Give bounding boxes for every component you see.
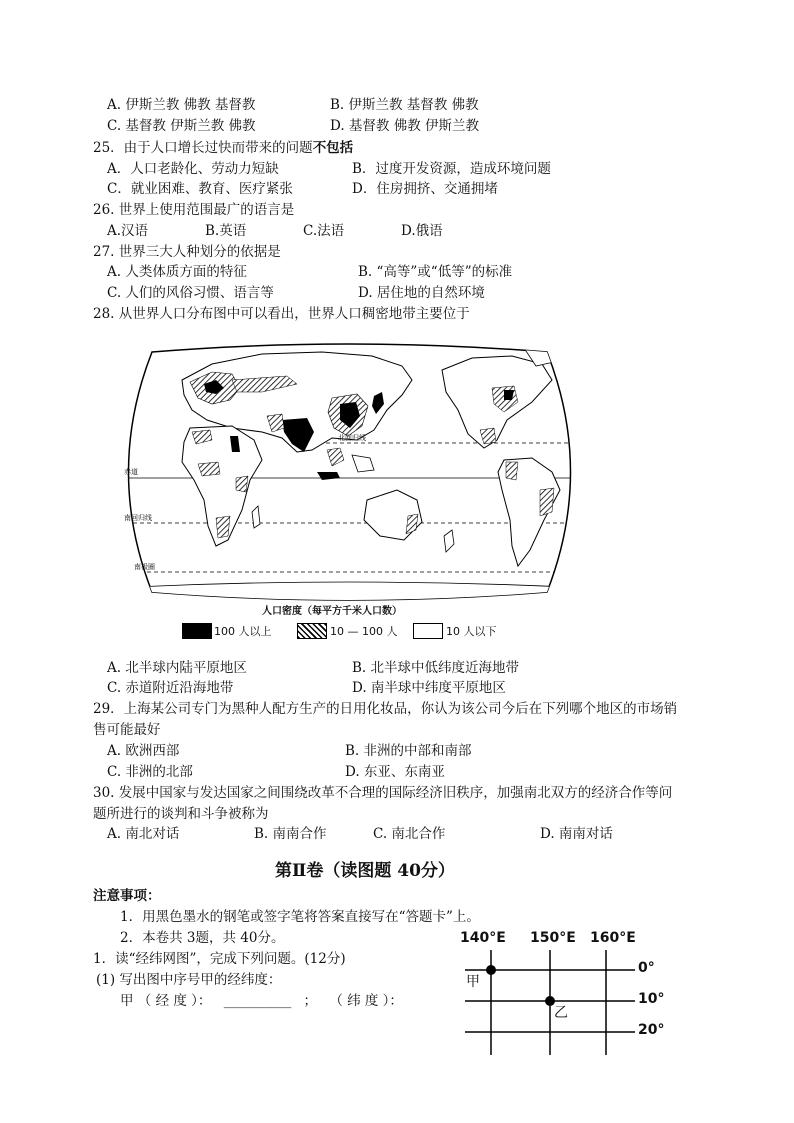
legend-label-high: 100 人以上 bbox=[214, 625, 272, 638]
q30-option-b: B. 南南合作 bbox=[254, 826, 327, 842]
q27-option-a: A. 人类体质方面的特征 bbox=[107, 264, 247, 280]
q25-option-a: A．人口老龄化、劳动力短缺 bbox=[107, 161, 279, 177]
q30-stem-line2: 题所进行的谈判和斗争被称为 bbox=[93, 806, 269, 822]
grid-lon-140: 140°E bbox=[460, 930, 506, 946]
grid-lat-0: 0° bbox=[638, 960, 655, 976]
q26-option-a: A.汉语 bbox=[107, 223, 149, 239]
legend-swatch-mid bbox=[297, 623, 327, 639]
legend-label-low: 10 人以下 bbox=[446, 625, 497, 638]
grid-lon-160: 160°E bbox=[590, 930, 636, 946]
q28-option-a: A. 北半球内陆平原地区 bbox=[107, 660, 247, 676]
q27-option-c: C. 人们的风俗习惯、语言等 bbox=[107, 285, 274, 301]
question-1-stem: 1．读“经纬网图”，完成下列问题。(12分) bbox=[93, 951, 346, 967]
notice-title: 注意事项： bbox=[93, 888, 161, 904]
q24-option-d: D. 基督教 佛教 伊斯兰教 bbox=[330, 118, 480, 134]
q28-option-d: D. 南半球中纬度平原地区 bbox=[352, 680, 506, 696]
q25-stem-text: 25．由于人口增长过快而带来的问题 bbox=[93, 140, 313, 156]
q24-option-a: A. 伊斯兰教 佛教 基督教 bbox=[107, 97, 256, 113]
brazil-coast-density bbox=[540, 488, 554, 516]
notice-item-1: 1．用黑色墨水的钢笔或签字笔将答案直接写在“答题卡”上。 bbox=[120, 909, 480, 925]
q29-option-b: B. 非洲的中部和南部 bbox=[345, 743, 472, 759]
label-equator: 赤道 bbox=[124, 468, 138, 476]
q26-stem: 26. 世界上使用范围最广的语言是 bbox=[93, 202, 295, 218]
q24-option-c: C. 基督教 伊斯兰教 佛教 bbox=[107, 118, 256, 134]
q27-option-b: B. “高等”或“低等”的标准 bbox=[358, 264, 513, 280]
jia-latitude-label: （ 纬 度 ）： bbox=[329, 993, 403, 1009]
q29-option-d: D. 东亚、东南亚 bbox=[345, 764, 445, 780]
label-antarctic-circle: 南极圈 bbox=[134, 563, 155, 571]
q26-option-d: D.俄语 bbox=[401, 223, 443, 239]
q28-option-b: B. 北半球中低纬度近海地带 bbox=[352, 660, 520, 676]
q30-option-d: D. 南南对话 bbox=[540, 826, 613, 842]
legend-title: 人口密度（每平方千米人口数） bbox=[262, 606, 402, 617]
notice-item-2: 2．本卷共 3题，共 40分。 bbox=[120, 930, 285, 946]
q25-stem bbox=[93, 139, 353, 157]
legend-label-mid: 10 — 100 人 bbox=[330, 625, 398, 638]
section-2-title: 第Ⅱ卷（读图题 40分） bbox=[275, 861, 455, 881]
q30-stem-line1: 30. 发展中国家与发达国家之间围绕改革不合理的国际经济旧秩序，加强南北双方的经济合作等问 bbox=[93, 785, 673, 801]
question-1-sub: (1) 写出图中序号甲的经纬度： bbox=[96, 972, 282, 988]
q25-option-d: D．住房拥挤、交通拥堵 bbox=[352, 181, 498, 197]
q29-option-c: C. 非洲的北部 bbox=[107, 764, 193, 780]
south-africa-density bbox=[216, 516, 230, 538]
grid-lat-20: 20° bbox=[638, 1022, 665, 1038]
grid-lon-150: 150°E bbox=[530, 930, 576, 946]
q27-option-d: D. 居住地的自然环境 bbox=[358, 285, 485, 301]
jia-longitude-label: 甲 （ 经 度 ）： bbox=[120, 993, 212, 1009]
q25-option-b: B．过度开发资源，造成环境问题 bbox=[352, 161, 551, 177]
q30-option-c: C. 南北合作 bbox=[373, 826, 446, 842]
point-jia-label: 甲 bbox=[466, 974, 480, 990]
answer-separator: ； bbox=[303, 993, 318, 1009]
q27-stem: 27. 世界三大人种划分的依据是 bbox=[93, 244, 281, 260]
legend-swatch-low bbox=[413, 623, 443, 639]
question-1-answer-line bbox=[120, 992, 403, 1010]
west-africa-density bbox=[198, 462, 220, 476]
q30-option-a: A. 南北对话 bbox=[107, 826, 180, 842]
lat-long-grid-diagram bbox=[460, 930, 690, 1060]
q26-option-c: C.法语 bbox=[303, 223, 345, 239]
label-tropic-of-cancer: 北回归线 bbox=[338, 434, 366, 442]
label-tropic-of-capricorn: 南回归线 bbox=[124, 514, 152, 522]
point-yi-label: 乙 bbox=[554, 1005, 568, 1021]
q25-stem-bold: 不包括 bbox=[312, 140, 354, 156]
east-africa-density bbox=[236, 476, 248, 492]
world-map-svg bbox=[112, 340, 587, 605]
legend-swatch-high bbox=[182, 623, 212, 639]
q26-option-b: B.英语 bbox=[205, 223, 247, 239]
jia-longitude-blank[interactable]: __________ bbox=[223, 993, 292, 1009]
q25-option-c: C．就业困难、教育、医疗紧张 bbox=[107, 181, 293, 197]
q24-option-b: B. 伊斯兰教 基督教 佛教 bbox=[330, 97, 479, 113]
world-population-map bbox=[112, 340, 587, 605]
q28-stem: 28. 从世界人口分布图中可以看出，世界人口稠密地带主要位于 bbox=[93, 306, 470, 322]
q29-option-a: A. 欧洲西部 bbox=[107, 743, 180, 759]
q29-stem-line2: 售可能最好 bbox=[93, 722, 161, 738]
grid-lat-10: 10° bbox=[638, 991, 665, 1007]
andes-density bbox=[506, 462, 518, 480]
q29-stem-line1: 29．上海某公司专门为黑种人配方生产的日用化妆品，你认为该公司今后在下列哪个地区的市场销 bbox=[93, 701, 678, 717]
point-jia-marker bbox=[486, 965, 496, 975]
q28-option-c: C. 赤道附近沿海地带 bbox=[107, 680, 234, 696]
